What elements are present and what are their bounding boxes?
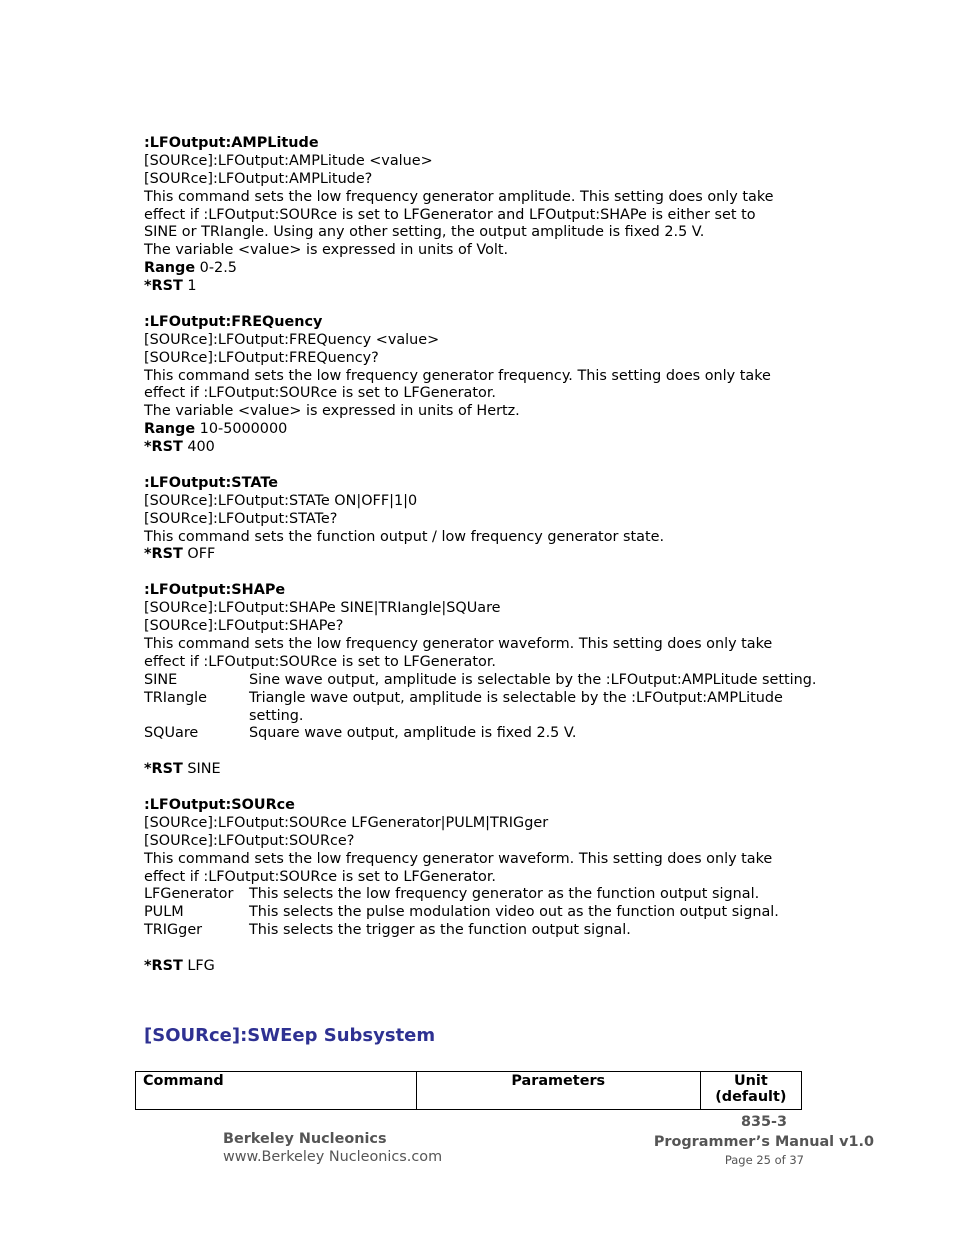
section-title: :LFOutput:AMPLitude <box>144 135 319 151</box>
description-line: This command sets the low frequency generator amplitude. This setting does only take <box>144 188 774 205</box>
rst-label: *RST <box>144 278 183 295</box>
column-header-unit: Unit (default) <box>700 1072 801 1110</box>
description-line: This command sets the low frequency generator waveform. This setting does only take <box>144 850 773 867</box>
manual-body <box>144 135 824 976</box>
option-key: LFGenerator <box>144 886 234 903</box>
subsystem-heading: [SOURce]:SWEep Subsystem <box>144 1025 436 1046</box>
section-title: :LFOutput:STATe <box>144 474 279 491</box>
rst-line <box>144 958 824 976</box>
description-line: effect if :LFOutput:SOURce is set to LFGenerator. <box>144 385 496 402</box>
rst-value: OFF <box>182 546 216 563</box>
section-title: :LFOutput:FREQuency <box>144 313 323 330</box>
description-line: This command sets the function output / low frequency generator state. <box>144 528 665 545</box>
option-text: This selects the low frequency generator as the function output signal. <box>249 886 760 903</box>
description-line: This command sets the low frequency generator frequency. This setting does only take <box>144 367 771 384</box>
option-row <box>144 922 824 940</box>
syntax-line: [SOURce]:LFOutput:AMPLitude <value> <box>144 152 433 169</box>
description-line: SINE or TRIangle. Using any other setting, the output amplitude is fixed 2.5 V. <box>144 224 705 241</box>
option-row <box>144 672 824 690</box>
range-line <box>144 421 824 439</box>
syntax-line: [SOURce]:LFOutput:FREQuency <value> <box>144 331 440 348</box>
description-line: The variable <value> is expressed in units of Hertz. <box>144 403 520 420</box>
rst-value: 1 <box>182 278 197 295</box>
range-value: 0-2.5 <box>195 260 237 277</box>
rst-line <box>144 546 824 564</box>
option-row <box>144 690 824 726</box>
rst-label: *RST <box>144 439 183 456</box>
option-key: SINE <box>144 671 178 688</box>
description-line: effect if :LFOutput:SOURce is set to LFGenerator and LFOutput:SHAPe is either set to <box>144 206 756 223</box>
range-line <box>144 260 824 278</box>
syntax-line: [SOURce]:LFOutput:SHAPe SINE|TRIangle|SQUare <box>144 600 501 617</box>
footer-model: 835-3 <box>740 1114 787 1130</box>
range-label: Range <box>144 421 196 438</box>
rst-label: *RST <box>144 546 183 563</box>
syntax-line: [SOURce]:LFOutput:SHAPe? <box>144 618 344 635</box>
rst-line <box>144 278 824 296</box>
footer-manual-title: Programmer’s Manual v1.0 <box>653 1134 874 1150</box>
option-text: Square wave output, amplitude is fixed 2.5 V. <box>249 725 577 742</box>
rst-value: SINE <box>182 761 221 778</box>
option-row <box>144 886 824 904</box>
rst-value: 400 <box>182 439 215 456</box>
option-key: SQUare <box>144 725 199 742</box>
syntax-line: [SOURce]:LFOutput:SOURce? <box>144 832 355 849</box>
description-line: The variable <value> is expressed in units of Volt. <box>144 242 509 259</box>
column-header-command: Command <box>136 1072 417 1110</box>
footer-manual-block <box>654 1113 874 1167</box>
table-header-row <box>136 1072 802 1110</box>
footer-website: www.Berkeley Nucleonics.com <box>223 1149 443 1165</box>
syntax-line: [SOURce]:LFOutput:STATe? <box>144 510 338 527</box>
option-text: This selects the pulse modulation video out as the function output signal. <box>249 904 779 921</box>
option-text: Sine wave output, amplitude is selectable by the :LFOutput:AMPLitude setting. <box>249 671 817 688</box>
section-title: :LFOutput:SOURce <box>144 797 295 814</box>
footer-company: Berkeley Nucleonics <box>223 1131 387 1147</box>
option-row <box>144 904 824 922</box>
rst-label: *RST <box>144 958 183 975</box>
description-line: This command sets the low frequency generator waveform. This setting does only take <box>144 635 773 652</box>
footer-page-number: Page 25 of 37 <box>724 1153 804 1167</box>
description-line: effect if :LFOutput:SOURce is set to LFGenerator. <box>144 653 496 670</box>
rst-label: *RST <box>144 761 183 778</box>
option-row <box>144 725 824 743</box>
option-key: TRIangle <box>144 689 207 706</box>
syntax-line: [SOURce]:LFOutput:AMPLitude? <box>144 170 373 187</box>
syntax-line: [SOURce]:LFOutput:STATe ON|OFF|1|0 <box>144 492 418 509</box>
option-key: PULM <box>144 904 184 921</box>
column-header-parameters: Parameters <box>416 1072 700 1110</box>
option-text: Triangle wave output, amplitude is selectable by the :LFOutput:AMPLitude setting. <box>249 689 783 724</box>
footer-company-block <box>223 1130 442 1166</box>
range-label: Range <box>144 260 196 277</box>
section-title: :LFOutput:SHAPe <box>144 582 286 599</box>
command-table <box>135 1071 802 1110</box>
description-line: effect if :LFOutput:SOURce is set to LFGenerator. <box>144 868 496 885</box>
range-value: 10-5000000 <box>195 421 288 438</box>
option-text: This selects the trigger as the function output signal. <box>249 922 631 939</box>
option-key: TRIGger <box>144 922 203 939</box>
rst-value: LFG <box>182 958 215 975</box>
rst-line <box>144 761 824 779</box>
syntax-line: [SOURce]:LFOutput:FREQuency? <box>144 349 379 366</box>
syntax-line: [SOURce]:LFOutput:SOURce LFGenerator|PULM|TRIGger <box>144 814 549 831</box>
rst-line <box>144 439 824 457</box>
